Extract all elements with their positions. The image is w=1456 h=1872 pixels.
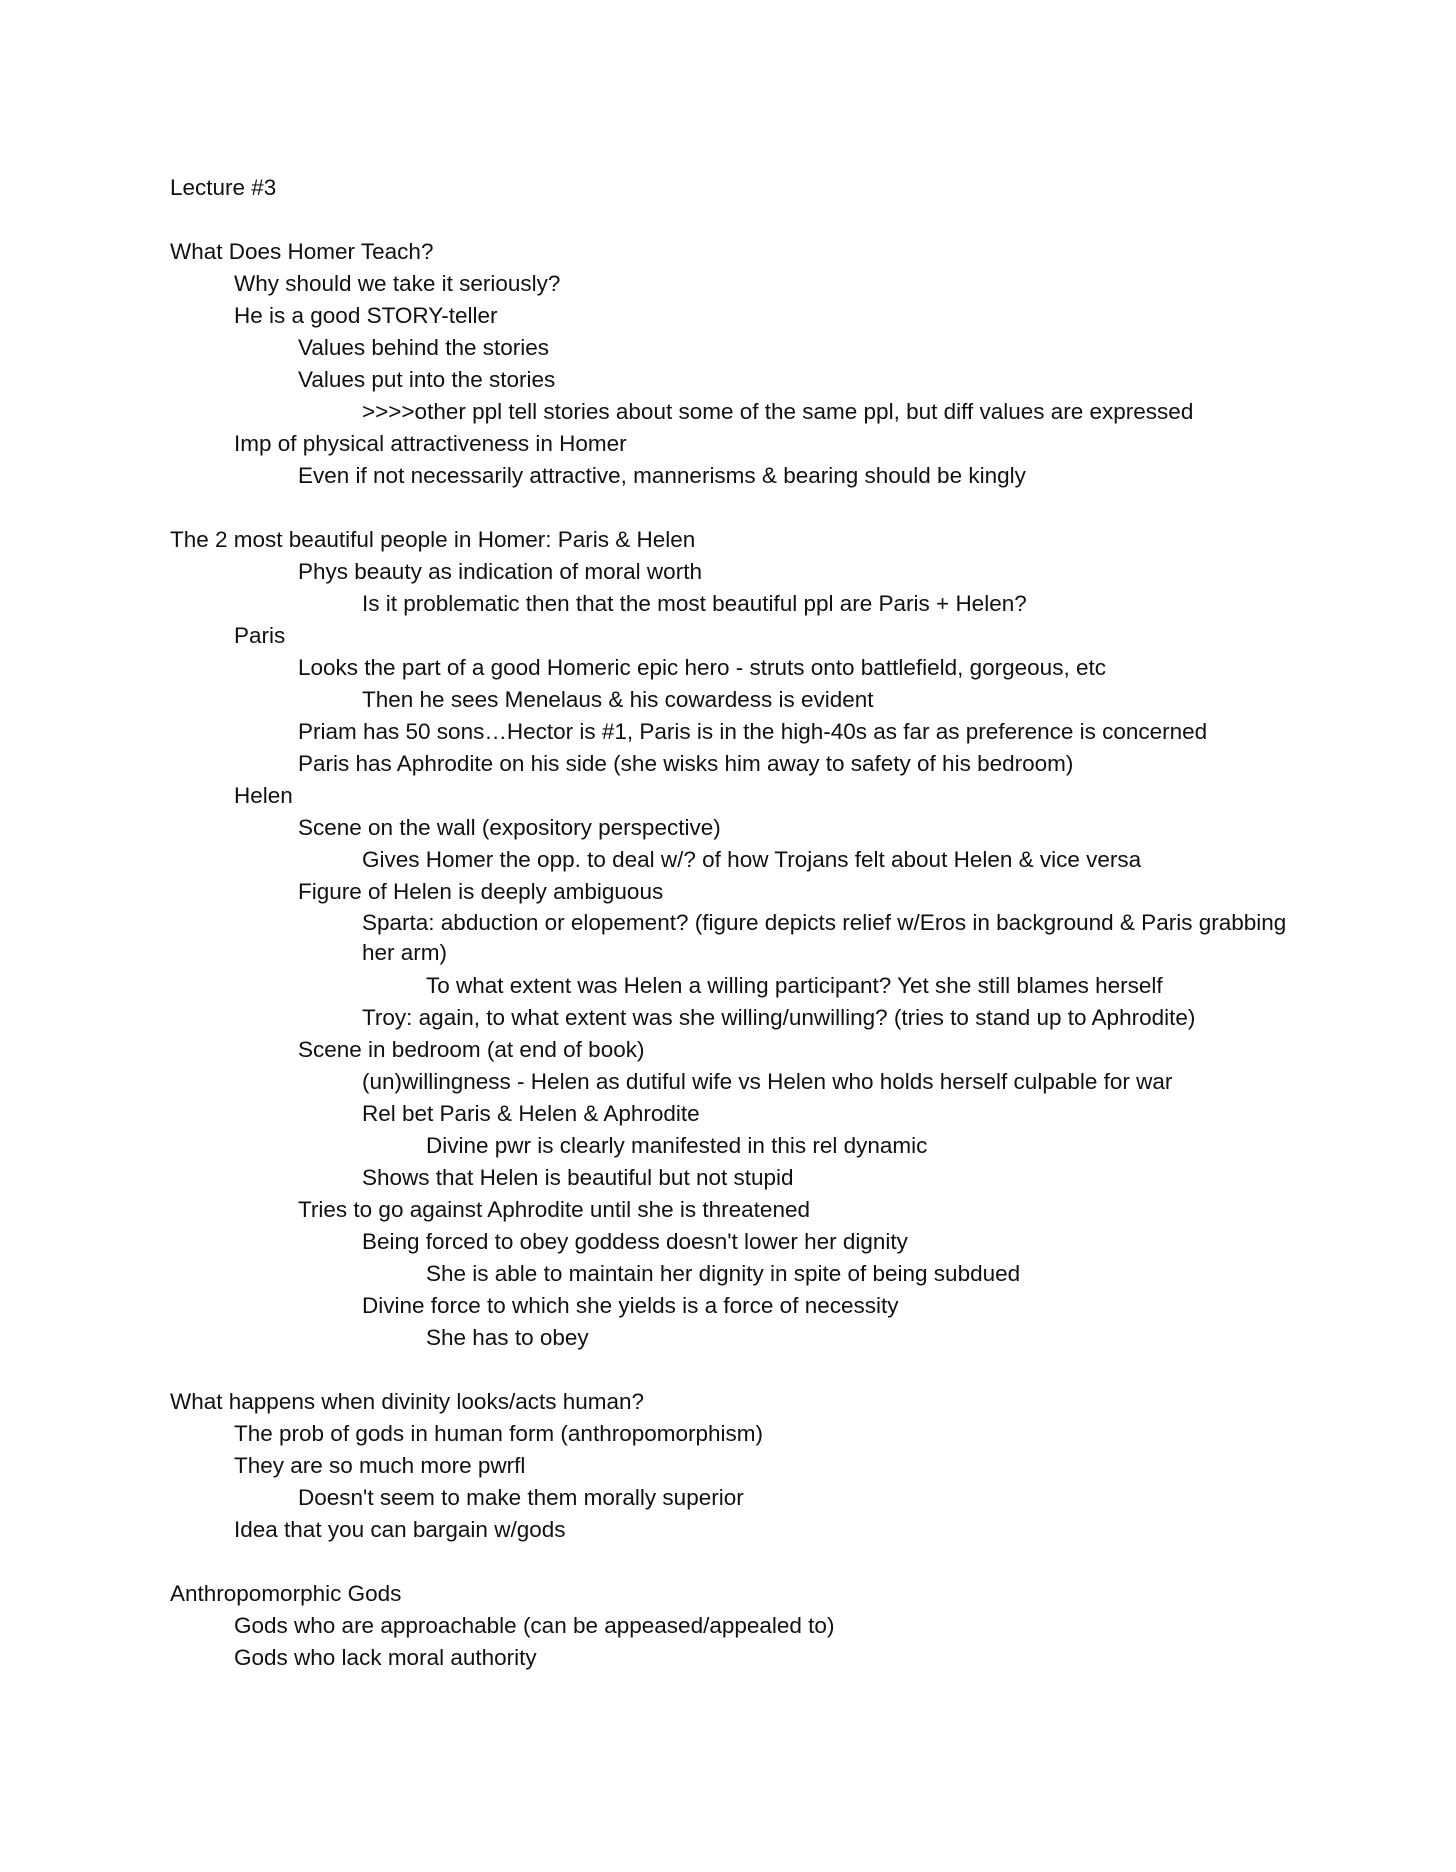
blank-line xyxy=(170,1354,1320,1386)
outline-item: Phys beauty as indication of moral worth xyxy=(298,559,702,584)
outline-item: Gods who are approachable (can be appeased/appealed to) xyxy=(234,1613,835,1638)
outline-item: Why should we take it seriously? xyxy=(234,271,561,296)
outline-item: She is able to maintain her dignity in spite of being subdued xyxy=(426,1261,1021,1286)
outline-item: Divine pwr is clearly manifested in this rel dynamic xyxy=(426,1133,928,1158)
outline-item: Sparta: abduction or elopement? (figure depicts relief w/Eros in background & Paris grabbing her arm) xyxy=(362,910,1287,965)
outline-item: Values put into the stories xyxy=(298,367,556,392)
blank-line xyxy=(170,1546,1320,1578)
outline-item: Doesn't seem to make them morally superior xyxy=(298,1485,744,1510)
outline-item: Looks the part of a good Homeric epic hero - struts onto battlefield, gorgeous, etc xyxy=(298,655,1106,680)
outline-item: They are so much more pwrfl xyxy=(234,1453,526,1478)
lecture-notes-document xyxy=(170,172,1320,1674)
outline-item: Scene in bedroom (at end of book) xyxy=(298,1037,645,1062)
outline-item: Being forced to obey goddess doesn't lower her dignity xyxy=(362,1229,908,1254)
section-heading: Anthropomorphic Gods xyxy=(170,1581,402,1606)
outline-item: Tries to go against Aphrodite until she is threatened xyxy=(298,1197,810,1222)
outline-item: Figure of Helen is deeply ambiguous xyxy=(298,879,664,904)
outline-item: Troy: again, to what extent was she willing/unwilling? (tries to stand up to Aphrodite) xyxy=(362,1005,1196,1030)
blank-line xyxy=(170,492,1320,524)
outline-item: Values behind the stories xyxy=(298,335,549,360)
outline-item: The prob of gods in human form (anthropomorphism) xyxy=(234,1421,764,1446)
outline-item: Helen xyxy=(234,783,293,808)
outline-item: He is a good STORY-teller xyxy=(234,303,498,328)
section-heading: What Does Homer Teach? xyxy=(170,239,434,264)
outline-item: She has to obey xyxy=(426,1325,589,1350)
outline-item: Rel bet Paris & Helen & Aphrodite xyxy=(362,1101,700,1126)
outline-item: Priam has 50 sons…Hector is #1, Paris is in the high-40s as far as preference is concerned xyxy=(298,719,1208,744)
outline-item: (un)willingness - Helen as dutiful wife vs Helen who holds herself culpable for war xyxy=(362,1069,1173,1094)
outline-body xyxy=(170,236,1320,1674)
spacer xyxy=(170,204,1320,236)
outline-item: Then he sees Menelaus & his cowardess is evident xyxy=(362,687,874,712)
section-heading: The 2 most beautiful people in Homer: Paris & Helen xyxy=(170,527,696,552)
outline-item: Shows that Helen is beautiful but not stupid xyxy=(362,1165,794,1190)
outline-item: To what extent was Helen a willing participant? Yet she still blames herself xyxy=(426,973,1163,998)
outline-item: Paris has Aphrodite on his side (she wisks him away to safety of his bedroom) xyxy=(298,751,1074,776)
outline-item: Imp of physical attractiveness in Homer xyxy=(234,431,627,456)
outline-item: Gods who lack moral authority xyxy=(234,1645,537,1670)
outline-item: Divine force to which she yields is a force of necessity xyxy=(362,1293,899,1318)
document-title: Lecture #3 xyxy=(170,175,277,200)
outline-item: Idea that you can bargain w/gods xyxy=(234,1517,566,1542)
outline-item: Scene on the wall (expository perspective) xyxy=(298,815,721,840)
outline-item: Gives Homer the opp. to deal w/? of how Trojans felt about Helen & vice versa xyxy=(362,847,1142,872)
outline-item: Is it problematic then that the most beautiful ppl are Paris + Helen? xyxy=(362,591,1027,616)
outline-item: Paris xyxy=(234,623,286,648)
outline-item: >>>>other ppl tell stories about some of the same ppl, but diff values are expressed xyxy=(362,399,1194,424)
outline-item: Even if not necessarily attractive, mannerisms & bearing should be kingly xyxy=(298,463,1026,488)
section-heading: What happens when divinity looks/acts human? xyxy=(170,1389,645,1414)
